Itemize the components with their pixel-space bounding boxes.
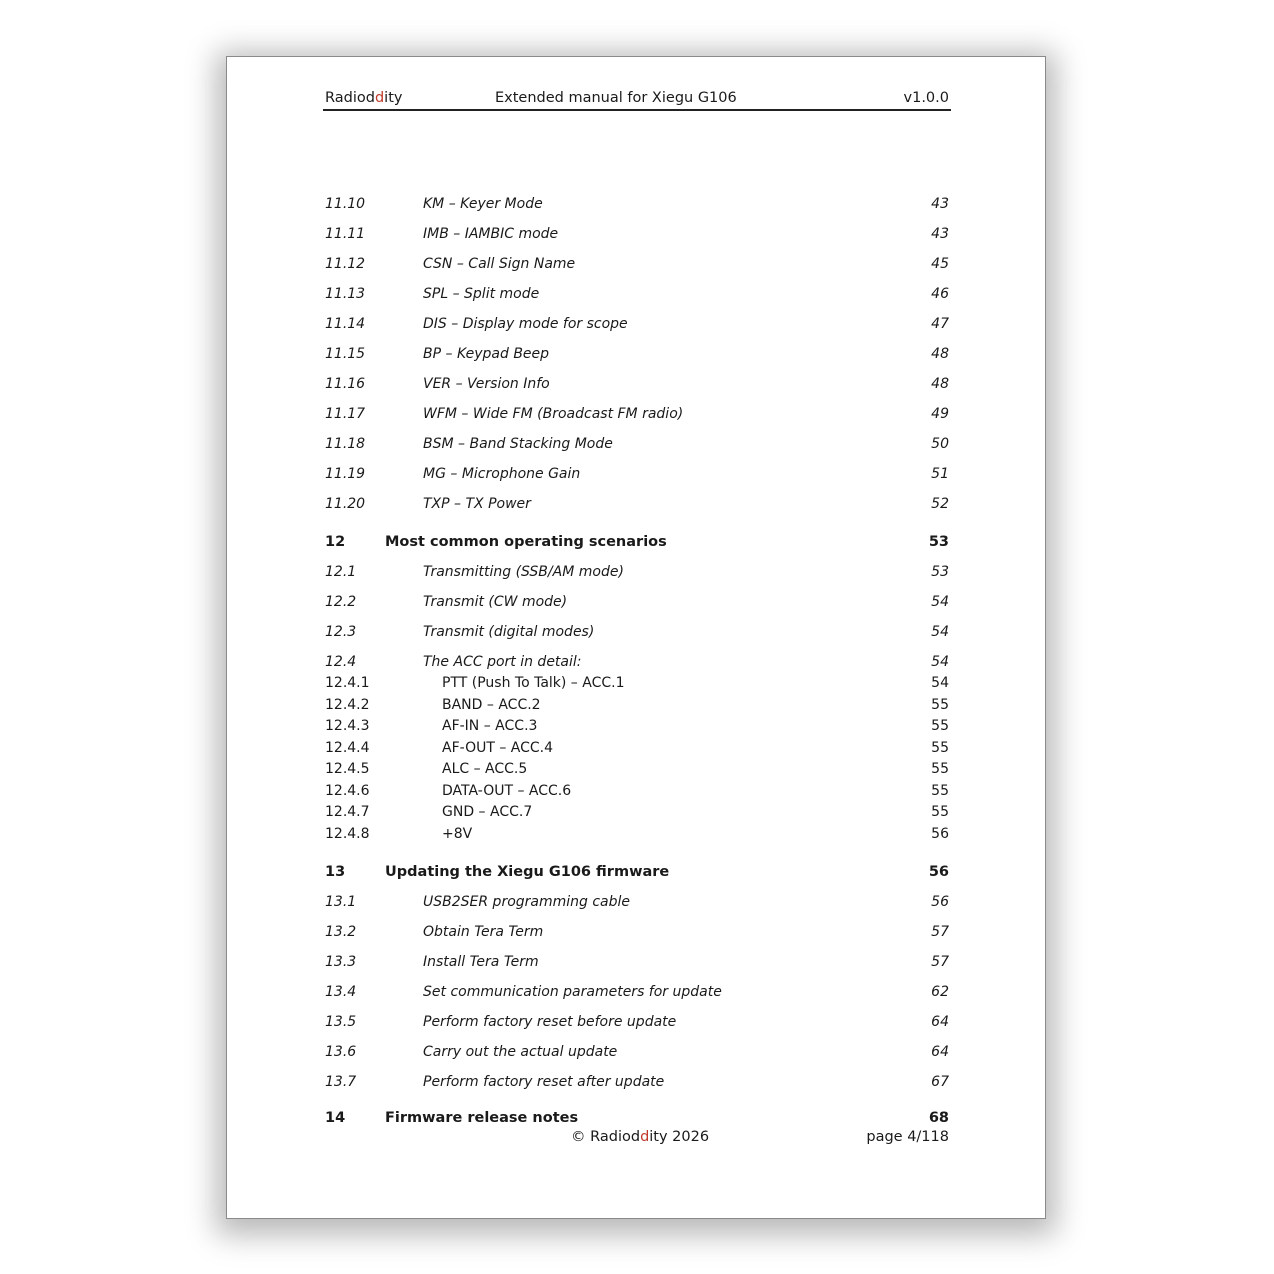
toc-entry-number: 12.4.1 (325, 675, 370, 691)
toc-entry-number: 12.1 (325, 564, 357, 580)
toc-entry-title: BP – Keypad Beep (423, 346, 550, 362)
toc-entry-title: DATA-OUT – ACC.6 (442, 783, 572, 799)
toc-entry-page: 54 (931, 594, 949, 610)
toc-entry[interactable] (325, 758, 949, 780)
toc-entry[interactable] (325, 651, 949, 673)
toc-entry-title: Transmit (CW mode) (423, 594, 568, 610)
toc-entry-page: 55 (931, 697, 949, 713)
toc-entry[interactable] (325, 193, 949, 215)
toc-entry-page: 62 (931, 984, 949, 1000)
toc-entry-page: 55 (931, 761, 949, 777)
toc-entry-title: VER – Version Info (423, 376, 550, 392)
toc-entry[interactable] (325, 951, 949, 973)
copyright-accent-letter: d (640, 1129, 650, 1145)
toc-entry[interactable] (325, 891, 949, 913)
toc-entry-number: 13.6 (325, 1044, 357, 1060)
toc-entry-page: 52 (931, 496, 949, 512)
toc-entry-number: 12.2 (325, 594, 357, 610)
toc-entry-page: 51 (931, 466, 949, 482)
toc-entry-page: 55 (931, 783, 949, 799)
copyright (571, 1126, 709, 1148)
toc-chapter-entry[interactable] (325, 861, 949, 883)
toc-entry-number: 12.4.8 (325, 826, 370, 842)
toc-entry[interactable] (325, 433, 949, 455)
document-version: v1.0.0 (903, 90, 949, 106)
toc-entry-title: MG – Microphone Gain (423, 466, 581, 482)
toc-entry-number: 11.10 (325, 196, 366, 212)
toc-entry-title: Obtain Tera Term (423, 924, 544, 940)
toc-entry[interactable] (325, 621, 949, 643)
brand-text-part: ity (384, 90, 403, 106)
toc-entry-number: 11.16 (325, 376, 366, 392)
toc-entry[interactable] (325, 463, 949, 485)
toc-entry[interactable] (325, 715, 949, 737)
toc-entry-title: Carry out the actual update (423, 1044, 618, 1060)
toc-entry-page: 56 (931, 894, 949, 910)
toc-entry[interactable] (325, 283, 949, 305)
toc-entry-page: 53 (928, 534, 949, 550)
toc-entry-page: 54 (931, 624, 949, 640)
toc-entry[interactable] (325, 823, 949, 845)
toc-entry-title: Set communication parameters for update (423, 984, 722, 1000)
toc-entry-page: 43 (931, 226, 949, 242)
toc-entry-number: 13.5 (325, 1014, 357, 1030)
toc-entry-number: 13.4 (325, 984, 357, 1000)
toc-entry-page: 45 (931, 256, 949, 272)
toc-entry[interactable] (325, 403, 949, 425)
copyright-text-part: © Radiod (571, 1129, 641, 1145)
toc-entry-number: 12.4.7 (325, 804, 370, 820)
toc-entry-page: 43 (931, 196, 949, 212)
toc-entry-number: 12.4 (325, 654, 357, 670)
page-number: page 4/118 (866, 1129, 949, 1145)
toc-entry[interactable] (325, 313, 949, 335)
toc-entry-page: 68 (928, 1110, 949, 1126)
toc-entry-title: TXP – TX Power (423, 496, 531, 512)
toc-entry-number: 13.1 (325, 894, 357, 910)
toc-entry[interactable] (325, 672, 949, 694)
toc-entry-number: 12.4.4 (325, 740, 370, 756)
toc-entry[interactable] (325, 223, 949, 245)
toc-entry-title: CSN – Call Sign Name (423, 256, 576, 272)
toc-entry-number: 11.15 (325, 346, 366, 362)
toc-entry[interactable] (325, 694, 949, 716)
toc-entry-page: 64 (931, 1014, 949, 1030)
toc-entry-number: 12.4.5 (325, 761, 370, 777)
toc-entry-number: 12.4.6 (325, 783, 370, 799)
toc-entry-title: ALC – ACC.5 (442, 761, 528, 777)
toc-entry[interactable] (325, 373, 949, 395)
toc-entry-title: GND – ACC.7 (442, 804, 533, 820)
toc-entry-title: BAND – ACC.2 (442, 697, 541, 713)
toc-entry-title: AF-IN – ACC.3 (442, 718, 538, 734)
toc-entry-page: 55 (931, 740, 949, 756)
toc-entry-title: PTT (Push To Talk) – ACC.1 (442, 675, 625, 691)
toc-entry-title: IMB – IAMBIC mode (423, 226, 559, 242)
brand-accent-letter: d (374, 90, 385, 106)
toc-entry[interactable] (325, 493, 949, 515)
toc-entry[interactable] (325, 591, 949, 613)
toc-entry-number: 11.13 (325, 286, 366, 302)
toc-entry-number: 11.14 (325, 316, 366, 332)
toc-entry-page: 48 (931, 346, 949, 362)
toc-entry-title: BSM – Band Stacking Mode (423, 436, 613, 452)
toc-entry-title: Transmitting (SSB/AM mode) (423, 564, 624, 580)
toc-entry-number: 11.20 (325, 496, 366, 512)
brand-logo (325, 87, 402, 109)
document-title: Extended manual for Xiegu G106 (495, 90, 737, 106)
toc-entry-number: 13 (325, 864, 346, 880)
toc-entry-title: DIS – Display mode for scope (423, 316, 628, 332)
toc-entry-number: 11.17 (325, 406, 366, 422)
toc-chapter-entry[interactable] (325, 531, 949, 553)
toc-entry-title: +8V (442, 826, 473, 842)
toc-entry-number: 11.19 (325, 466, 366, 482)
toc-entry[interactable] (325, 780, 949, 802)
toc-entry[interactable] (325, 1071, 949, 1093)
toc-entry-page: 55 (931, 804, 949, 820)
toc-entry-page: 64 (931, 1044, 949, 1060)
toc-entry-page: 46 (931, 286, 949, 302)
toc-entry-number: 12.4.3 (325, 718, 370, 734)
toc-entry-number: 11.12 (325, 256, 366, 272)
toc-entry-page: 50 (931, 436, 949, 452)
toc-entry-page: 54 (931, 675, 949, 691)
toc-entry-page: 47 (931, 316, 949, 332)
toc-entry-page: 54 (931, 654, 949, 670)
document-page (226, 56, 1046, 1219)
toc-entry[interactable] (325, 561, 949, 583)
toc-entry-title: SPL – Split mode (423, 286, 540, 302)
toc-entry-number: 14 (325, 1110, 346, 1126)
toc-entry[interactable] (325, 1041, 949, 1063)
toc-entry-number: 13.7 (325, 1074, 357, 1090)
toc-entry[interactable] (325, 981, 949, 1003)
toc-entry-page: 55 (931, 718, 949, 734)
toc-entry-number: 12.4.2 (325, 697, 370, 713)
toc-entry-title: Updating the Xiegu G106 firmware (385, 864, 670, 880)
toc-entry[interactable] (325, 1011, 949, 1033)
toc-entry-page: 57 (931, 954, 949, 970)
toc-entry-title: Perform factory reset before update (423, 1014, 677, 1030)
toc-entry[interactable] (325, 921, 949, 943)
toc-entry[interactable] (325, 801, 949, 823)
toc-entry-title: WFM – Wide FM (Broadcast FM radio) (423, 406, 684, 422)
toc-entry-title: USB2SER programming cable (423, 894, 631, 910)
toc-entry-number: 13.2 (325, 924, 357, 940)
toc-entry[interactable] (325, 737, 949, 759)
toc-entry-number: 12.3 (325, 624, 357, 640)
toc-entry-page: 48 (931, 376, 949, 392)
page-header (323, 87, 951, 111)
toc-entry-title: The ACC port in detail: (423, 654, 582, 670)
toc-entry-title: Install Tera Term (423, 954, 539, 970)
toc-entry-page: 53 (931, 564, 949, 580)
toc-entry-number: 12 (325, 534, 346, 550)
toc-entry-title: KM – Keyer Mode (423, 196, 543, 212)
toc-entry[interactable] (325, 253, 949, 275)
brand-text-part: Radiod (325, 90, 375, 106)
toc-entry-page: 56 (931, 826, 949, 842)
toc-entry-title: Transmit (digital modes) (423, 624, 595, 640)
toc-entry-title: Perform factory reset after update (423, 1074, 665, 1090)
toc-entry-title: Most common operating scenarios (385, 534, 667, 550)
toc-entry-number: 13.3 (325, 954, 357, 970)
copyright-text-part: ity 2026 (649, 1129, 710, 1145)
toc-entry-page: 57 (931, 924, 949, 940)
toc-entry-title: Firmware release notes (385, 1110, 579, 1126)
page-footer (323, 1126, 951, 1148)
toc-entry-page: 56 (928, 864, 949, 880)
toc-entry-page: 67 (931, 1074, 949, 1090)
toc-entry-page: 49 (931, 406, 949, 422)
toc-entry-number: 11.18 (325, 436, 366, 452)
toc-entry-number: 11.11 (325, 226, 366, 242)
toc-entry[interactable] (325, 343, 949, 365)
toc-entry-title: AF-OUT – ACC.4 (442, 740, 554, 756)
